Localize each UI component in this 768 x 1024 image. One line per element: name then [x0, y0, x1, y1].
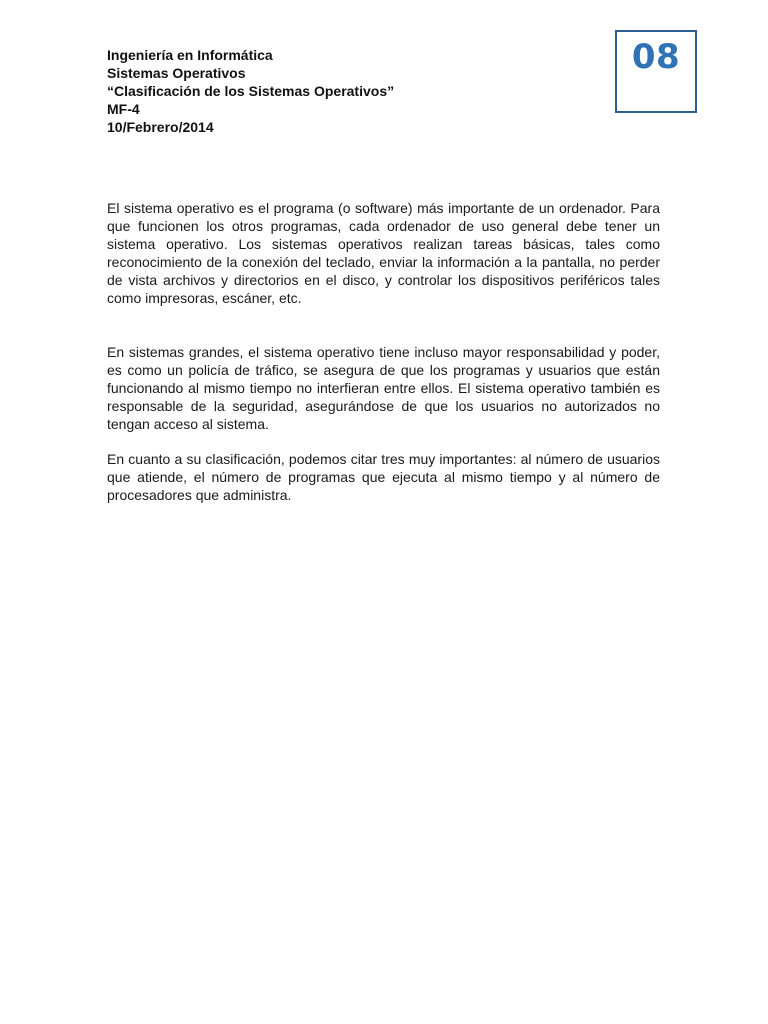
paragraph-classification [107, 450, 660, 504]
header-date: 10/Febrero/2014 [107, 119, 214, 135]
document-header [107, 46, 567, 136]
header-title: “Clasificación de los Sistemas Operativos” [107, 83, 395, 99]
page-number: 08 [631, 37, 681, 77]
header-career: Ingeniería en Informática [107, 47, 273, 63]
paragraph-intro [107, 199, 660, 307]
header-subject: Sistemas Operativos [107, 65, 246, 81]
header-group: MF-4 [107, 101, 140, 117]
page-number-badge [615, 30, 697, 113]
paragraph-text: En cuanto a su clasificación, podemos citar tres muy importantes: al número de usuarios que atiende, el número de programas que ejecuta al mismo tiempo y al número de procesadores que administra. [107, 451, 660, 503]
paragraph-large-systems [107, 343, 660, 433]
paragraph-text: En sistemas grandes, el sistema operativo tiene incluso mayor responsabilidad y poder, es como un policía de tráfico, se asegura de que los programas y usuarios que están funcionando al mismo tiempo no interfieran entre ellos. El sistema operativo también es responsable de la seguridad, asegurándose de que los usuarios no autorizados no tengan acceso al sistema. [107, 344, 660, 432]
paragraph-text: El sistema operativo es el programa (o software) más importante de un ordenador. Para que funcionen los otros programas, cada ordenador de uso general debe tener un sistema operativo. Los sistemas operativos realizan tareas básicas, tales como reconocimiento de la conexión del teclado, enviar la información a la pantalla, no perder de vista archivos y directorios en el disco, y controlar los dispositivos periféricos tales como impresoras, escáner, etc. [107, 200, 660, 306]
